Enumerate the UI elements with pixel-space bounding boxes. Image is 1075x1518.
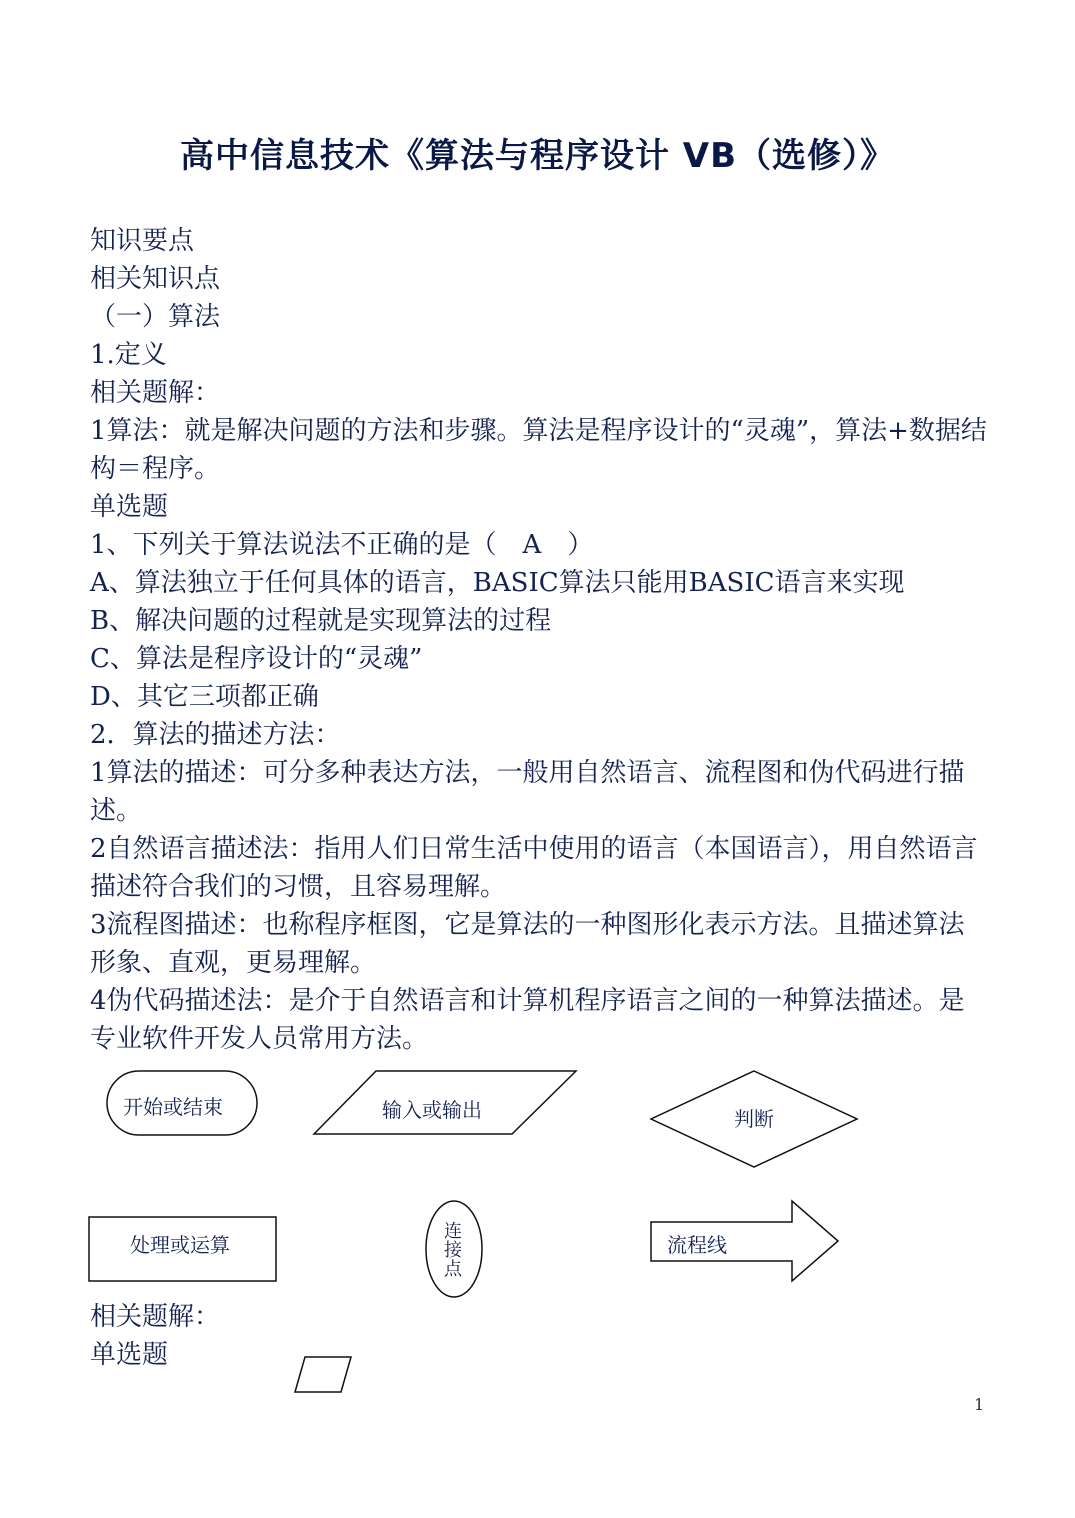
connector-label xyxy=(443,1222,463,1279)
connector-char: 点 xyxy=(444,1259,462,1280)
paragraph: （一）算法 xyxy=(90,302,221,332)
paragraph: 相关题解： xyxy=(90,378,221,408)
paragraph: 3流程图描述：也称程序框图，它是算法的一种图形化表示方法。且描述算法形象、直观，更易理解。 xyxy=(90,910,965,978)
paragraph: 1、下列关于算法说法不正确的是（ A ） xyxy=(90,530,594,560)
start-end-label: 开始或结束 xyxy=(123,1095,223,1119)
process-label: 处理或运算 xyxy=(130,1233,230,1257)
paragraph: 1.定义 xyxy=(90,340,167,370)
decision-label: 判断 xyxy=(734,1107,774,1131)
paragraph: 知识要点 xyxy=(90,226,195,256)
paragraph: 2自然语言描述法：指用人们日常生活中使用的语言（本国语言），用自然语言描述符合我们的习惯，且容易理解。 xyxy=(90,834,978,902)
paragraph: 相关知识点 xyxy=(90,264,221,294)
bottom-text xyxy=(90,1298,490,1374)
paragraph: 1算法：就是解决问题的方法和步骤。算法是程序设计的“灵魂”，算法+数据结构＝程序。 xyxy=(90,416,987,484)
input-output-label: 输入或输出 xyxy=(382,1098,482,1122)
paragraph: 2．算法的描述方法： xyxy=(90,720,341,750)
flow-line-label: 流程线 xyxy=(667,1233,727,1257)
paragraph: D、其它三项都正确 xyxy=(90,682,319,712)
paragraph: A、算法独立于任何具体的语言，BASIC算法只能用BASIC语言来实现 xyxy=(90,568,905,598)
paragraph: 1算法的描述：可分多种表达方法，一般用自然语言、流程图和伪代码进行描述。 xyxy=(90,758,965,826)
paragraph: B、解决问题的过程就是实现算法的过程 xyxy=(90,606,552,636)
page-number: 1 xyxy=(974,1395,985,1414)
paragraph: 单选题 xyxy=(90,1340,169,1370)
paragraph: 4伪代码描述法：是介于自然语言和计算机程序语言之间的一种算法描述。是专业软件开发人员常用方法。 xyxy=(90,986,965,1054)
paragraph: C、算法是程序设计的“灵魂” xyxy=(90,644,423,674)
connector-char: 连 xyxy=(444,1221,462,1242)
connector-char: 接 xyxy=(444,1240,462,1261)
paragraph: 单选题 xyxy=(90,492,169,522)
paragraph: 相关题解： xyxy=(90,1302,221,1332)
page-title: 高中信息技术《算法与程序设计 VB（选修）》 xyxy=(179,136,896,176)
